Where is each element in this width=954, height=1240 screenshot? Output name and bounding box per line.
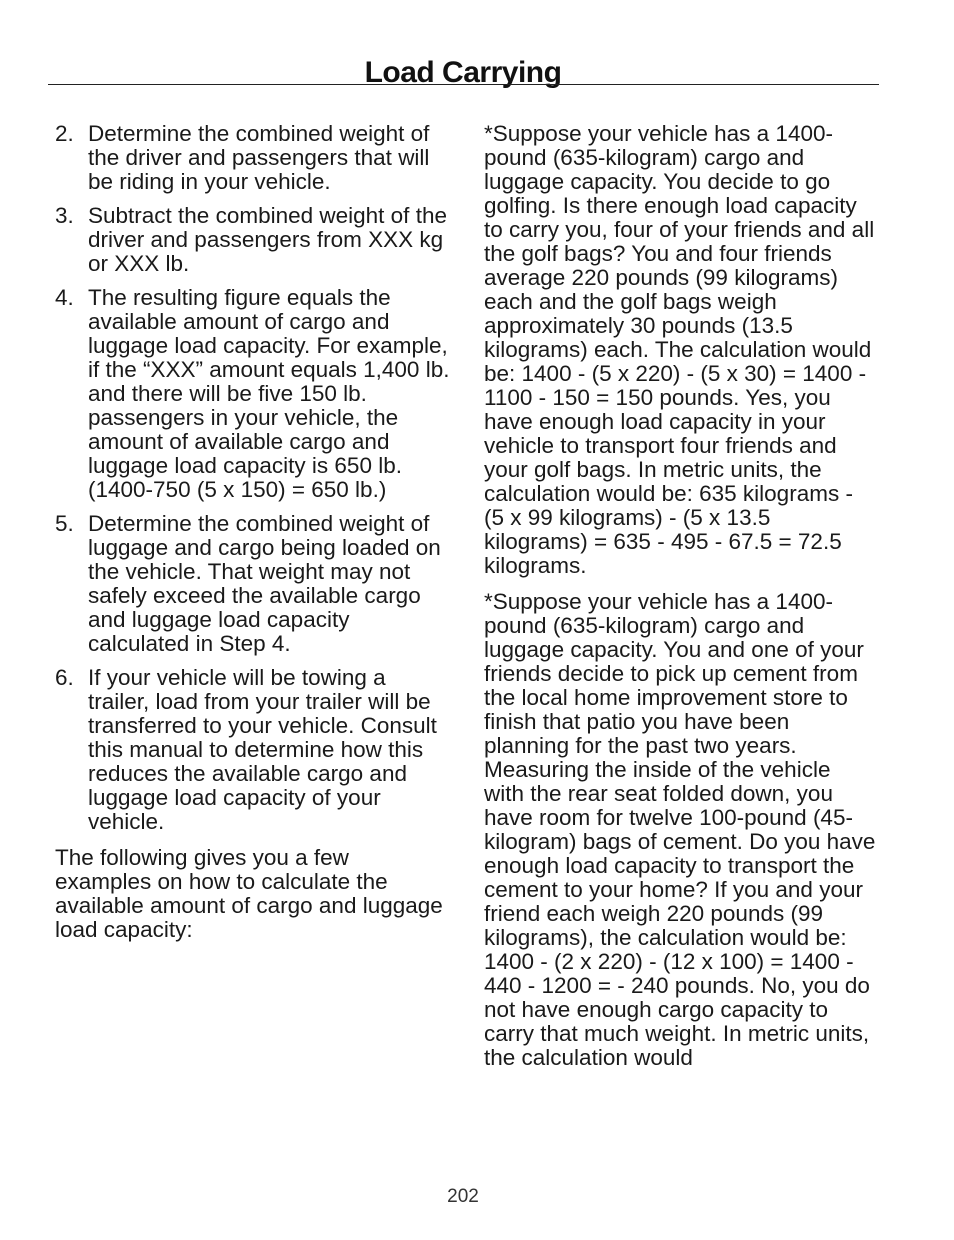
list-item-text: If your vehicle will be towing a trailer, load from your trailer will be transferred to your vehicle. Consult this manual to determine how this reduces the available cargo and luggage load capacity of your vehicle. [88, 665, 437, 834]
list-item-step-3 [55, 204, 450, 276]
list-item-step-2 [55, 122, 450, 194]
list-item-step-6 [55, 666, 450, 834]
list-item-text: The resulting figure equals the available amount of cargo and luggage load capacity. For example, if the “XXX” amount equals 1,400 lb. and there will be five 150 lb. passengers in your vehicle, the amount of available cargo and luggage load capacity is 650 lb. (1400-750 (5 x 150) = 650 lb.) [88, 285, 450, 502]
list-item-text: Determine the combined weight of the driver and passengers that will be riding in your vehicle. [88, 121, 430, 194]
list-item-number: 3. [55, 203, 74, 228]
cement-example-paragraph: *Suppose your vehicle has a 1400-pound (635-kilogram) cargo and luggage capacity. You and one of your friends decide to pick up cement from the local home improvement store to finish that patio you have been planning for the past two years. Measuring the inside of the vehicle with the rear seat folded down, you have room for twelve 100-pound (45-kilogram) bags of cement. Do you have enough load capacity to transport the cement to your home? If you and your friend each weigh 220 pounds (99 kilograms), the calculation would be: 1400 - (2 x 220) - (12 x 100) = 1400 - 440 - 1200 = - 240 pounds. No, you do not have enough cargo capacity to carry that much weight. In metric units, the calculation would [484, 589, 876, 1070]
page-title: Load Carrying [364, 56, 562, 90]
list-item-number: 2. [55, 121, 74, 146]
list-item-number: 5. [55, 511, 74, 536]
list-item-number: 6. [55, 665, 74, 690]
list-item-step-5 [55, 512, 450, 656]
list-item-text: Subtract the combined weight of the driver and passengers from XXX kg or XXX lb. [88, 203, 447, 276]
list-item-text: Determine the combined weight of luggage and cargo being loaded on the vehicle. That weight may not safely exceed the available cargo and luggage load capacity calculated in Step 4. [88, 511, 441, 656]
page-number: 202 [447, 1186, 479, 1207]
list-item-number: 4. [55, 285, 74, 310]
left-column [55, 122, 450, 954]
examples-intro-paragraph: The following gives you a few examples on how to calculate the available amount of cargo and luggage load capacity: [55, 845, 443, 942]
numbered-steps-list [55, 122, 450, 834]
title-divider [48, 84, 879, 85]
list-item-step-4 [55, 286, 450, 502]
golf-example-paragraph: *Suppose your vehicle has a 1400-pound (635-kilogram) cargo and luggage capacity. You decide to go golfing. Is there enough load capacity to carry you, four of your friends and all the golf bags? You and four friends average 220 pounds (99 kilograms) each and the golf bags weigh approximately 30 pounds (13.5 kilograms) each. The calculation would be: 1400 - (5 x 220) - (5 x 30) = 1400 - 1100 - 150 = 150 pounds. Yes, you have enough load capacity in your vehicle to transport four friends and your golf bags. In metric units, the calculation would be: 635 kilograms - (5 x 99 kilograms) - (5 x 13.5 kilograms) = 635 - 495 - 67.5 = 72.5 kilograms. [484, 121, 875, 578]
right-column [484, 122, 876, 1082]
